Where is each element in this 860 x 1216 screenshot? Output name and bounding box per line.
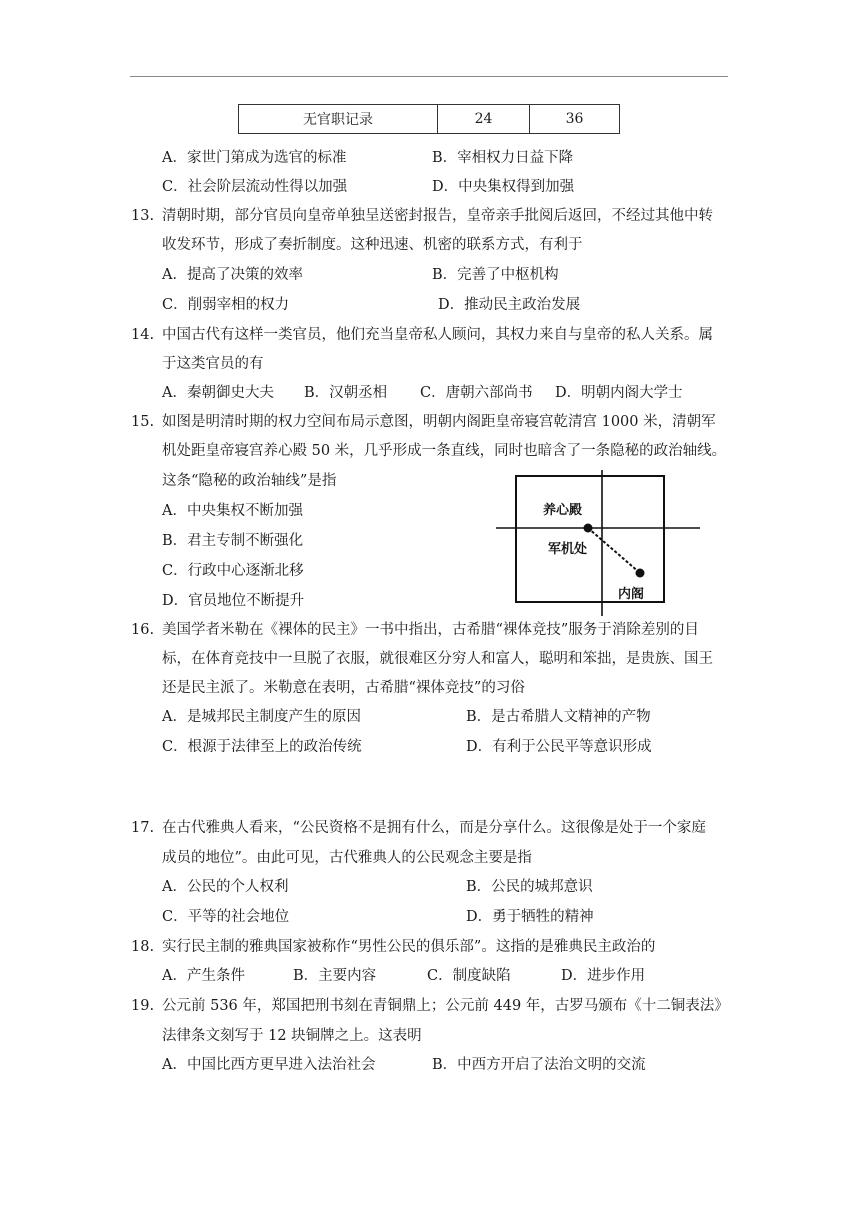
table-cell: 36 [530, 105, 620, 134]
q17-option-a: A．公民的个人权利 [162, 879, 289, 895]
q18-stem-line1: 实行民主制的雅典国家被称作“男性公民的俱乐部”。这指的是雅典民主政治的 [162, 939, 656, 955]
q14-option-b: B．汉朝丞相 [304, 385, 388, 401]
q12-option-a: A．家世门第成为选官的标准 [162, 150, 347, 166]
q14-option-c: C．唐朝六部尚书 [420, 385, 533, 401]
q12-option-d: D．中央集权得到加强 [432, 179, 575, 195]
q14-option-a: A．秦朝御史大夫 [162, 385, 274, 401]
q17-number: 17. [131, 820, 155, 836]
q16-stem-line1: 美国学者米勒在《裸体的民主》一书中指出，古希腊“裸体竞技”服务于消除差别的目 [162, 622, 699, 638]
table-cell: 无官职记录 [239, 105, 438, 134]
figure-frame [516, 476, 664, 602]
figure-label-yangxin: 养心殿 [543, 502, 583, 517]
q19-option-a: A．中国比西方更早进入法治社会 [162, 1057, 376, 1073]
q14-option-d: D．明朝内阁大学士 [555, 385, 683, 401]
yangxin-hall-dot [584, 524, 593, 533]
q16-option-d: D．有利于公民平等意识形成 [466, 739, 652, 755]
q17-option-b: B．公民的城邦意识 [466, 879, 593, 895]
records-table [238, 104, 620, 134]
q13-option-d: D．推动民主政治发展 [438, 297, 581, 313]
political-axis-line [588, 528, 640, 573]
q19-stem-line2: 法律条文刻写于 12 块铜牌之上。这表明 [162, 1028, 422, 1044]
q15-stem-line1: 如图是明清时期的权力空间布局示意图，明朝内阁距皇帝寝宫乾清宫 1000 米，清朝军 [162, 414, 716, 430]
figure-label-junjichu: 军机处 [548, 541, 588, 556]
q14-stem-line1: 中国古代有这样一类官员，他们充当皇帝私人顾问，其权力来自与皇帝的私人关系。属 [162, 327, 713, 343]
q13-stem-line2: 收发环节，形成了奏折制度。这种迅速、机密的联系方式，有利于 [162, 237, 583, 253]
q18-option-c: C．制度缺陷 [427, 968, 511, 984]
q16-stem-line3: 还是民主派了。米勒意在表明，古希腊“裸体竞技”的习俗 [162, 680, 525, 696]
q16-option-c: C．根源于法律至上的政治传统 [162, 739, 362, 755]
q17-stem-line2: 成员的地位”。由此可见，古代雅典人的公民观念主要是指 [162, 850, 532, 866]
q17-option-d: D．勇于牺牲的精神 [466, 909, 594, 925]
q13-stem-line1: 清朝时期，部分官员向皇帝单独呈送密封报告，皇帝亲手批阅后返回，不经过其他中转 [162, 208, 713, 224]
q18-number: 18. [131, 939, 155, 955]
power-layout-figure [494, 468, 704, 618]
q13-number: 13. [131, 208, 155, 224]
q12-option-b: B．宰相权力日益下降 [432, 150, 574, 166]
grand-secretariat-dot [636, 569, 645, 578]
q12-option-c: C．社会阶层流动性得以加强 [162, 179, 348, 195]
q19-option-b: B．中西方开启了法治文明的交流 [432, 1057, 646, 1073]
q15-option-d: D．官员地位不断提升 [162, 593, 305, 609]
q17-stem-line1: 在古代雅典人看来，“公民资格不是拥有什么，而是分享什么。这很像是处于一个家庭 [162, 820, 706, 836]
q15-option-a: A．中央集权不断加强 [162, 503, 303, 519]
q16-number: 16. [131, 622, 155, 638]
q14-number: 14. [131, 327, 155, 343]
q17-option-c: C．平等的社会地位 [162, 909, 290, 925]
q13-option-b: B．完善了中枢机构 [432, 267, 559, 283]
q18-option-a: A．产生条件 [162, 968, 245, 984]
table-row [239, 105, 620, 134]
q15-number: 15. [131, 414, 155, 430]
q15-stem-line3: 这条“隐秘的政治轴线”是指 [162, 473, 337, 489]
figure-label-neige: 内阁 [618, 586, 645, 601]
q16-option-b: B．是古希腊人文精神的产物 [466, 709, 651, 725]
q13-option-c: C．削弱宰相的权力 [162, 297, 290, 313]
q19-stem-line1: 公元前 536 年，郑国把刑书刻在青铜鼎上；公元前 449 年，古罗马颁布《十二铜表法》 [162, 998, 729, 1014]
q18-option-d: D．进步作用 [561, 968, 646, 984]
q19-number: 19. [131, 998, 155, 1014]
q13-option-a: A．提高了决策的效率 [162, 267, 303, 283]
header-rule [130, 76, 728, 77]
q14-stem-line2: 于这类官员的有 [162, 356, 264, 372]
q16-option-a: A．是城邦民主制度产生的原因 [162, 709, 361, 725]
q16-stem-line2: 标，在体育竞技中一旦脱了衣服，就很难区分穷人和富人，聪明和笨拙，是贵族、国王 [162, 651, 713, 667]
q15-option-b: B．君主专制不断强化 [162, 533, 304, 549]
table-cell: 24 [438, 105, 530, 134]
q15-option-c: C．行政中心逐渐北移 [162, 563, 304, 579]
q18-option-b: B．主要内容 [293, 968, 377, 984]
q15-stem-line2: 机处距皇帝寝宫养心殿 50 米，几乎形成一条直线，同时也暗含了一条隐秘的政治轴线。 [162, 443, 727, 459]
power-layout-diagram [494, 468, 704, 618]
